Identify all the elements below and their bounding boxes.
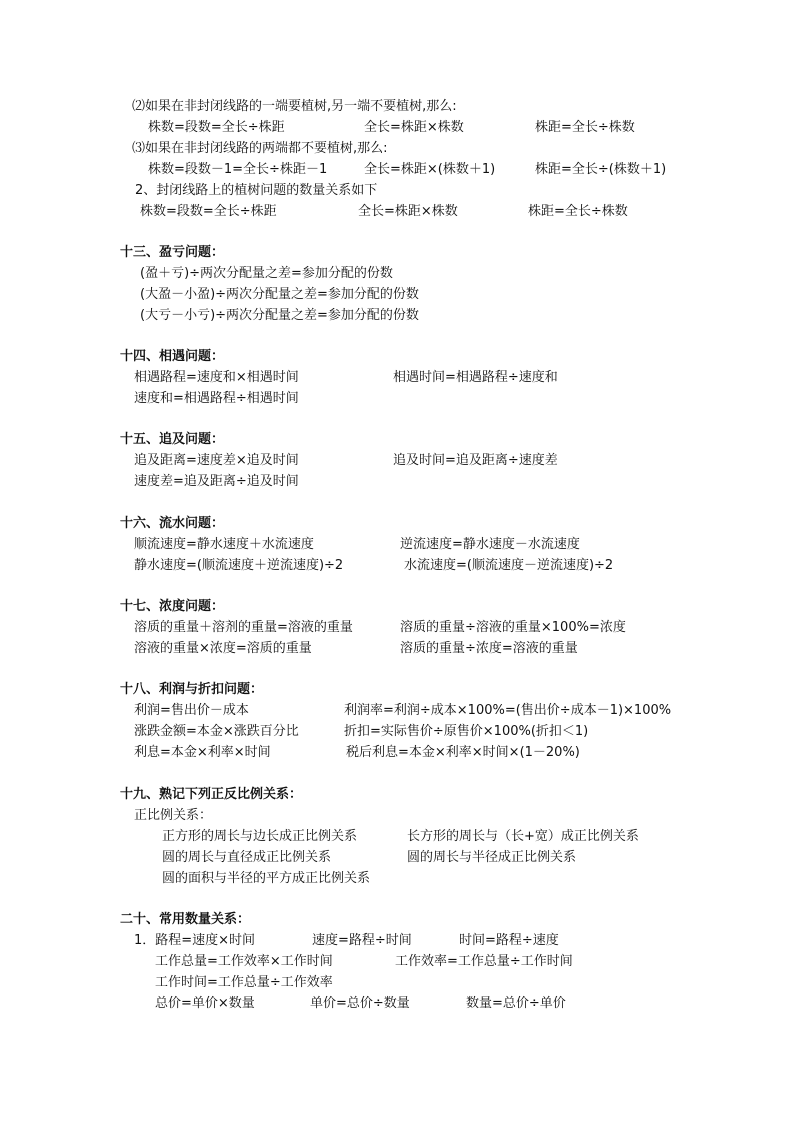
section-16-heading: 十六、流水问题： <box>120 516 225 531</box>
s20-formula-9: 数量=总价÷单价 <box>466 996 566 1011</box>
s15-formula-1: 追及距离=速度差×追及时间 <box>134 453 299 468</box>
s16-formula-2: 逆流速度=静水速度－水流速度 <box>400 537 580 552</box>
s13-formula-1: (盈＋亏)÷两次分配量之差=参加分配的份数 <box>140 266 393 281</box>
s16-formula-3: 静水速度=(顺流速度＋逆流速度)÷2 <box>134 558 344 573</box>
intro-formula-spacing: 株距=全长÷株数 <box>535 120 635 135</box>
s18-formula-4: 折扣=实际售价÷原售价×100%(折扣＜1) <box>344 724 589 739</box>
intro-formula-spacing-2: 株距=全长÷(株数＋1) <box>535 162 667 177</box>
s20-formula-4: 工作总量=工作效率×工作时间 <box>155 954 333 969</box>
s18-formula-5: 利息=本金×利率×时间 <box>134 745 271 760</box>
s18-formula-2: 利润率=利润÷成本×100%=(售出价÷成本－1)×100% <box>344 703 672 718</box>
s19-relation-3: 圆的周长与直径成正比例关系 <box>162 850 332 865</box>
s17-formula-4: 溶质的重量÷浓度=溶液的重量 <box>400 641 578 656</box>
section-18-heading: 十八、利润与折扣问题： <box>120 682 264 697</box>
section-19-heading: 十九、熟记下列正反比例关系： <box>120 787 303 802</box>
s16-formula-1: 顺流速度=静水速度＋水流速度 <box>134 537 314 552</box>
s16-formula-4: 水流速度=(顺流速度－逆流速度)÷2 <box>404 558 614 573</box>
intro-formula-count: 株数=段数=全长÷株距 <box>148 120 285 135</box>
s15-formula-2: 追及时间=追及距离÷速度差 <box>393 453 558 468</box>
s20-formula-5: 工作效率=工作总量÷工作时间 <box>395 954 573 969</box>
s19-relation-4: 圆的周长与半径成正比例关系 <box>407 850 577 865</box>
s17-formula-2: 溶质的重量÷溶液的重量×100%=浓度 <box>400 620 626 635</box>
s19-relation-1: 正方形的周长与边长成正比例关系 <box>162 829 358 844</box>
s19-subheading: 正比例关系： <box>134 808 213 823</box>
s20-formula-6: 工作时间=工作总量÷工作效率 <box>155 975 333 990</box>
section-20-heading: 二十、常用数量关系： <box>120 912 251 927</box>
s20-formula-8: 单价=总价÷数量 <box>310 996 410 1011</box>
s20-formula-7: 总价=单价×数量 <box>155 996 255 1011</box>
s18-formula-3: 涨跌金额=本金×涨跌百分比 <box>134 724 299 739</box>
intro-formula-count-3: 株数=段数=全长÷株距 <box>140 204 277 219</box>
s14-formula-1: 相遇路程=速度和×相遇时间 <box>134 370 299 385</box>
s18-formula-6: 税后利息=本金×利率×时间×(1－20%) <box>346 745 580 760</box>
intro-formula-count-2: 株数=段数－1=全长÷株距－1 <box>148 162 328 177</box>
s15-formula-3: 速度差=追及距离÷追及时间 <box>134 474 299 489</box>
intro-formula-length: 全长=株距×株数 <box>364 120 464 135</box>
s13-formula-2: (大盈－小盈)÷两次分配量之差=参加分配的份数 <box>140 287 419 302</box>
section-13-heading: 十三、盈亏问题： <box>120 245 225 260</box>
intro-line-1: ⑵如果在非封闭线路的一端要植树,另一端不要植树,那么: <box>132 99 457 114</box>
s18-formula-1: 利润=售出价－成本 <box>134 703 249 718</box>
s20-formula-2: 速度=路程÷时间 <box>312 933 412 948</box>
intro-line-5: 2、封闭线路上的植树问题的数量关系如下 <box>135 183 378 198</box>
s20-formula-3: 时间=路程÷速度 <box>459 933 559 948</box>
s20-formula-1: 1．路程=速度×时间 <box>134 933 256 948</box>
section-17-heading: 十七、浓度问题： <box>120 599 225 614</box>
s13-formula-3: (大亏－小亏)÷两次分配量之差=参加分配的份数 <box>140 308 419 323</box>
intro-formula-spacing-3: 株距=全长÷株数 <box>528 204 628 219</box>
intro-line-3: ⑶如果在非封闭线路的两端都不要植树,那么: <box>132 141 388 156</box>
s14-formula-3: 速度和=相遇路程÷相遇时间 <box>134 391 299 406</box>
s14-formula-2: 相遇时间=相遇路程÷速度和 <box>393 370 558 385</box>
s19-relation-5: 圆的面积与半径的平方成正比例关系 <box>162 871 371 886</box>
section-15-heading: 十五、追及问题： <box>120 432 225 447</box>
s19-relation-2: 长方形的周长与（长+宽）成正比例关系 <box>407 829 639 844</box>
section-14-heading: 十四、相遇问题： <box>120 349 225 364</box>
s17-formula-3: 溶液的重量×浓度=溶质的重量 <box>134 641 312 656</box>
intro-formula-length-2: 全长=株距×(株数＋1) <box>364 162 496 177</box>
s17-formula-1: 溶质的重量＋溶剂的重量=溶液的重量 <box>134 620 353 635</box>
intro-formula-length-3: 全长=株距×株数 <box>358 204 458 219</box>
